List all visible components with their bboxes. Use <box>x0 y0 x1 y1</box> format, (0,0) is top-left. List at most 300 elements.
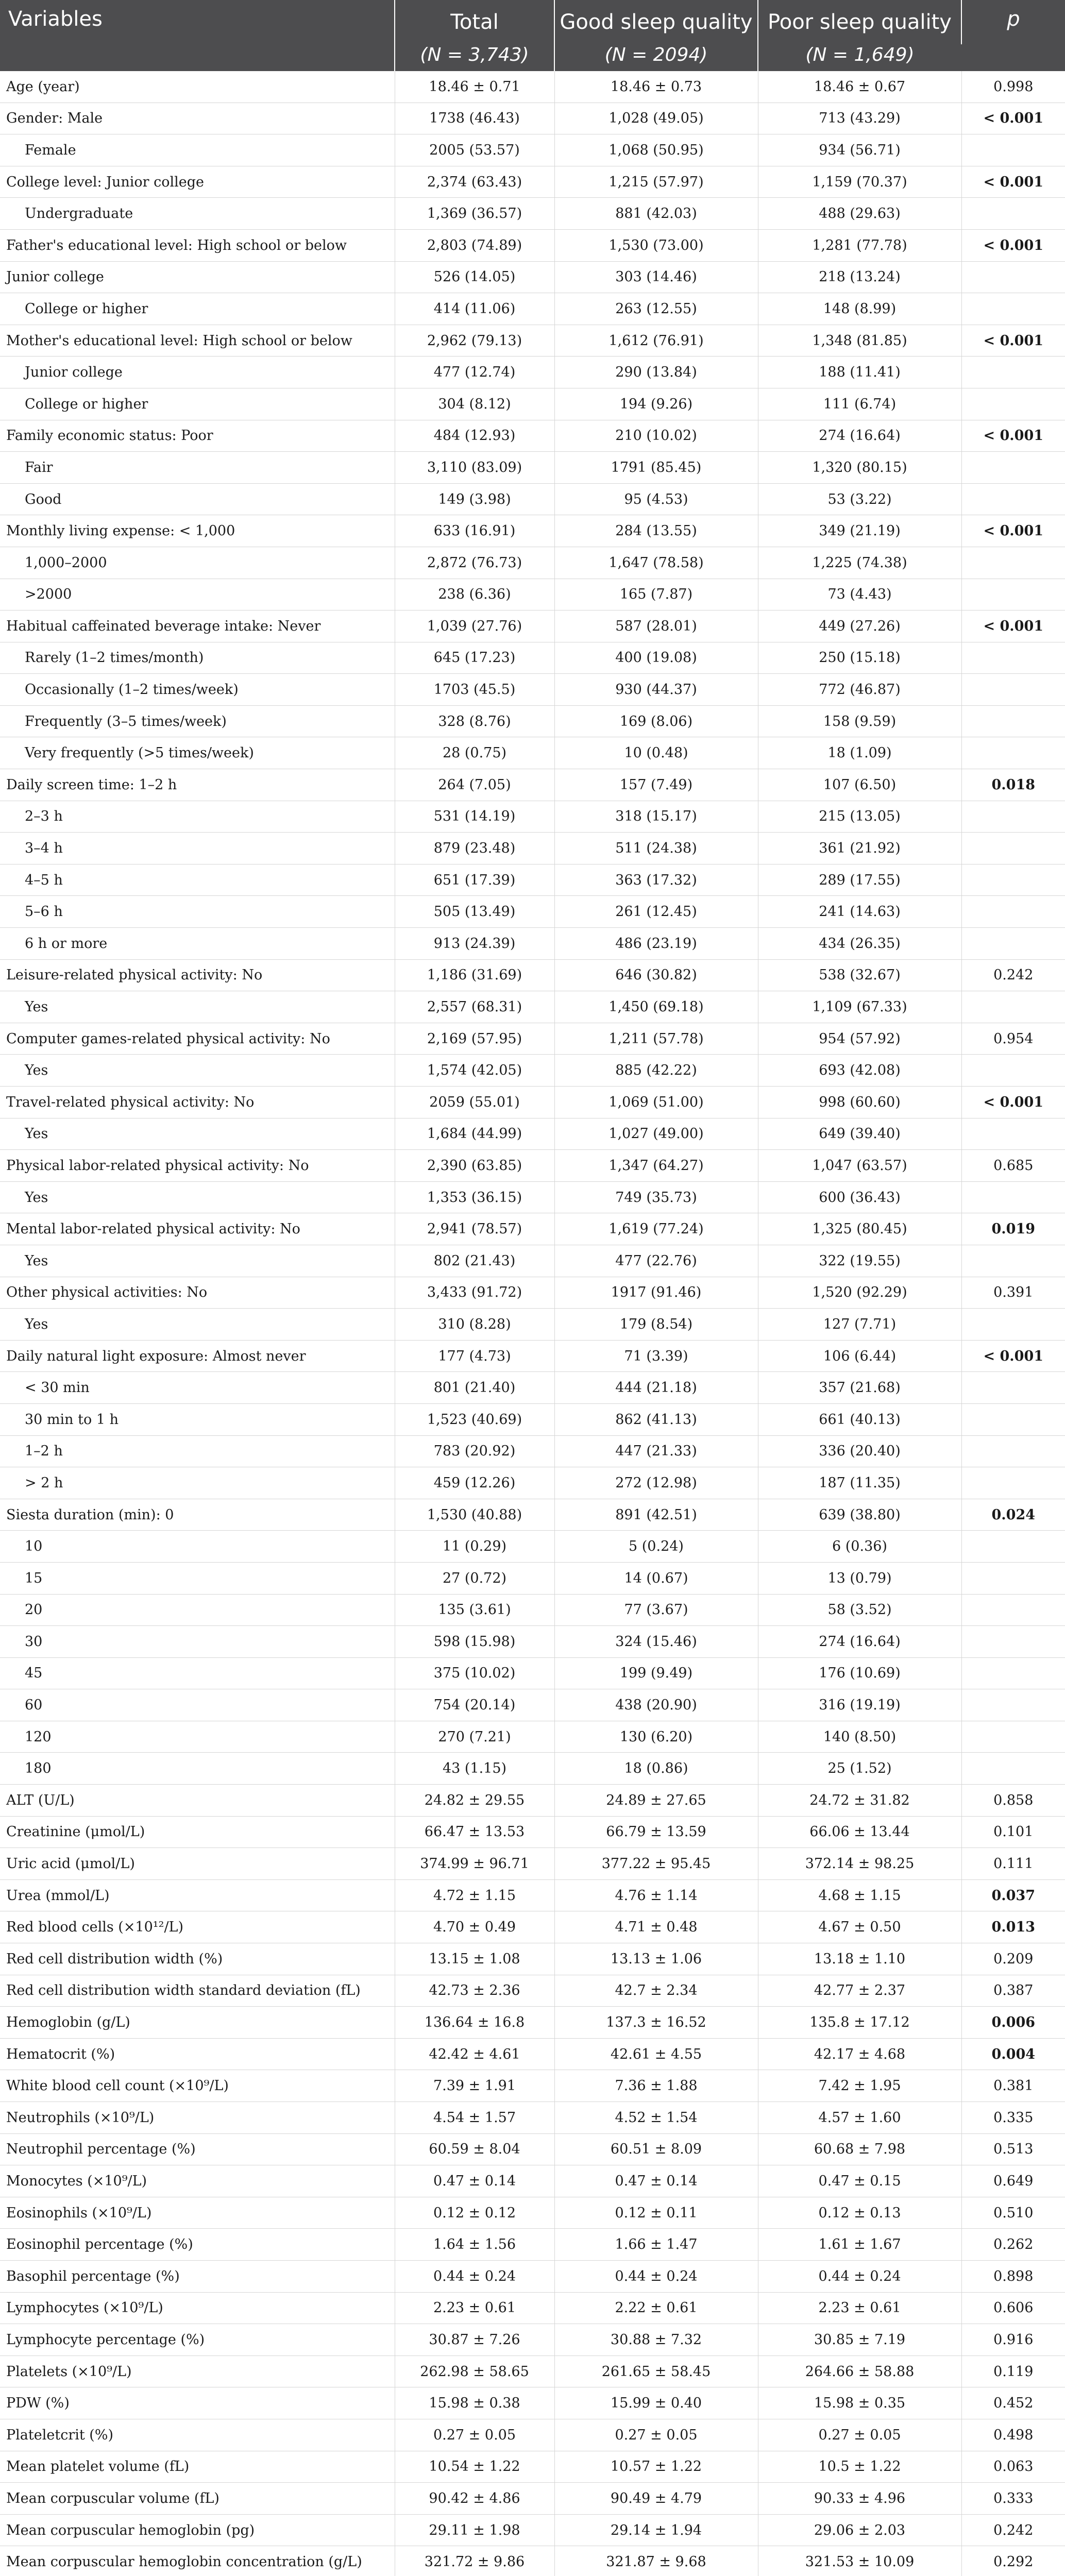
poor-sleep-cell: 24.72 ± 31.82 <box>758 1785 961 1817</box>
table-row <box>0 2387 1065 2419</box>
variable-cell: < 30 min <box>0 1372 395 1404</box>
total-cell: 754 (20.14) <box>395 1689 554 1721</box>
p-value-cell: 0.101 <box>961 1816 1065 1848</box>
good-sleep-cell: 881 (42.03) <box>554 198 758 230</box>
total-cell: 321.72 ± 9.86 <box>395 2546 554 2576</box>
variable-cell: Urea (mmol/L) <box>0 1879 395 1911</box>
total-cell: 177 (4.73) <box>395 1340 554 1372</box>
total-cell: 29.11 ± 1.98 <box>395 2514 554 2546</box>
poor-sleep-cell: 772 (46.87) <box>758 674 961 706</box>
variable-cell: Mean corpuscular volume (fL) <box>0 2483 395 2515</box>
table-header <box>0 0 1065 71</box>
good-sleep-cell: 284 (13.55) <box>554 515 758 547</box>
poor-sleep-cell: 148 (8.99) <box>758 293 961 325</box>
variable-cell: 120 <box>0 1721 395 1753</box>
poor-sleep-cell: 4.67 ± 0.50 <box>758 1911 961 1943</box>
total-cell: 7.39 ± 1.91 <box>395 2070 554 2102</box>
table-row <box>0 1848 1065 1880</box>
poor-sleep-cell: 538 (32.67) <box>758 959 961 991</box>
p-value-cell <box>961 991 1065 1023</box>
good-sleep-cell: 511 (24.38) <box>554 833 758 865</box>
poor-sleep-cell: 73 (4.43) <box>758 579 961 611</box>
good-sleep-cell: 1,068 (50.95) <box>554 134 758 166</box>
table-row <box>0 864 1065 896</box>
p-value-cell: 0.006 <box>961 2007 1065 2039</box>
table-row <box>0 2355 1065 2387</box>
good-sleep-cell: 587 (28.01) <box>554 611 758 642</box>
p-value-cell <box>961 293 1065 325</box>
variable-cell: Yes <box>0 991 395 1023</box>
good-sleep-cell: 444 (21.18) <box>554 1372 758 1404</box>
table-row <box>0 833 1065 865</box>
p-value-cell <box>961 674 1065 706</box>
p-value-cell <box>961 547 1065 579</box>
p-value-cell: 0.898 <box>961 2260 1065 2292</box>
table-row <box>0 928 1065 960</box>
variable-cell: Yes <box>0 1055 395 1087</box>
p-value-cell <box>961 261 1065 293</box>
poor-sleep-cell: 127 (7.71) <box>758 1309 961 1341</box>
p-value-cell <box>961 737 1065 769</box>
table-row <box>0 103 1065 134</box>
good-sleep-cell: 891 (42.51) <box>554 1499 758 1531</box>
table-row <box>0 1309 1065 1341</box>
poor-sleep-cell: 321.53 ± 10.09 <box>758 2546 961 2576</box>
p-value-cell: 0.513 <box>961 2133 1065 2165</box>
table-row <box>0 1023 1065 1055</box>
total-cell: 913 (24.39) <box>395 928 554 960</box>
poor-sleep-cell: 29.06 ± 2.03 <box>758 2514 961 2546</box>
good-sleep-cell: 261 (12.45) <box>554 896 758 928</box>
good-sleep-cell: 0.44 ± 0.24 <box>554 2260 758 2292</box>
poor-sleep-cell: 661 (40.13) <box>758 1403 961 1435</box>
p-value-cell: 0.387 <box>961 1975 1065 2007</box>
good-sleep-cell: 363 (17.32) <box>554 864 758 896</box>
p-value-cell: 0.209 <box>961 1943 1065 1975</box>
table-row <box>0 1943 1065 1975</box>
variable-cell: Eosinophils (×10⁹/L) <box>0 2197 395 2229</box>
good-sleep-cell: 749 (35.73) <box>554 1181 758 1213</box>
table-row <box>0 452 1065 484</box>
table-row <box>0 1181 1065 1213</box>
poor-sleep-cell: 274 (16.64) <box>758 420 961 452</box>
p-value-cell <box>961 1531 1065 1563</box>
poor-sleep-cell: 1,325 (80.45) <box>758 1213 961 1245</box>
variable-cell: Mental labor-related physical activity: No <box>0 1213 395 1245</box>
good-sleep-cell: 210 (10.02) <box>554 420 758 452</box>
total-cell: 10.54 ± 1.22 <box>395 2451 554 2483</box>
p-value-cell: < 0.001 <box>961 1087 1065 1118</box>
total-cell: 484 (12.93) <box>395 420 554 452</box>
variable-cell: PDW (%) <box>0 2387 395 2419</box>
poor-sleep-cell: 58 (3.52) <box>758 1594 961 1626</box>
table-row <box>0 2260 1065 2292</box>
p-value-cell <box>961 1626 1065 1658</box>
good-sleep-cell: 646 (30.82) <box>554 959 758 991</box>
total-cell: 0.12 ± 0.12 <box>395 2197 554 2229</box>
table-row <box>0 1213 1065 1245</box>
table-row <box>0 1721 1065 1753</box>
total-cell: 136.64 ± 16.8 <box>395 2007 554 2039</box>
poor-sleep-cell: 25 (1.52) <box>758 1753 961 1785</box>
p-value-cell: < 0.001 <box>961 420 1065 452</box>
total-cell: 2,374 (63.43) <box>395 166 554 198</box>
poor-sleep-cell: 0.47 ± 0.15 <box>758 2165 961 2197</box>
p-value-cell <box>961 1181 1065 1213</box>
total-cell: 90.42 ± 4.86 <box>395 2483 554 2515</box>
p-value-cell: 0.242 <box>961 2514 1065 2546</box>
variable-cell: Very frequently (>5 times/week) <box>0 737 395 769</box>
poor-sleep-cell: 357 (21.68) <box>758 1372 961 1404</box>
table-row <box>0 1689 1065 1721</box>
total-cell: 0.47 ± 0.14 <box>395 2165 554 2197</box>
variable-cell: 15 <box>0 1562 395 1594</box>
good-sleep-cell: 1,211 (57.78) <box>554 1023 758 1055</box>
variable-cell: > 2 h <box>0 1467 395 1499</box>
header-variables: Variables <box>0 0 395 71</box>
good-sleep-cell: 377.22 ± 95.45 <box>554 1848 758 1880</box>
total-cell: 264 (7.05) <box>395 769 554 801</box>
table-row <box>0 2038 1065 2070</box>
variable-cell: Yes <box>0 1181 395 1213</box>
poor-sleep-cell: 140 (8.50) <box>758 1721 961 1753</box>
total-cell: 0.44 ± 0.24 <box>395 2260 554 2292</box>
total-cell: 2,872 (76.73) <box>395 547 554 579</box>
variable-cell: 5–6 h <box>0 896 395 928</box>
p-value-cell <box>961 134 1065 166</box>
header-poor-sleep: Poor sleep quality <box>758 0 961 44</box>
variable-cell: Gender: Male <box>0 103 395 134</box>
table-row <box>0 261 1065 293</box>
table-row <box>0 134 1065 166</box>
good-sleep-cell: 15.99 ± 0.40 <box>554 2387 758 2419</box>
table-row <box>0 2133 1065 2165</box>
total-cell: 505 (13.49) <box>395 896 554 928</box>
good-sleep-cell: 77 (3.67) <box>554 1594 758 1626</box>
variable-cell: Creatinine (μmol/L) <box>0 1816 395 1848</box>
total-cell: 879 (23.48) <box>395 833 554 865</box>
variable-cell: Family economic status: Poor <box>0 420 395 452</box>
total-cell: 801 (21.40) <box>395 1372 554 1404</box>
table-row <box>0 1911 1065 1943</box>
variable-cell: 10 <box>0 1531 395 1563</box>
p-value-cell: 0.510 <box>961 2197 1065 2229</box>
variable-cell: Lymphocytes (×10⁹/L) <box>0 2292 395 2324</box>
good-sleep-cell: 60.51 ± 8.09 <box>554 2133 758 2165</box>
total-cell: 304 (8.12) <box>395 388 554 420</box>
table-row <box>0 1975 1065 2007</box>
variable-cell: College level: Junior college <box>0 166 395 198</box>
p-value-cell <box>961 1309 1065 1341</box>
good-sleep-cell: 157 (7.49) <box>554 769 758 801</box>
total-cell: 18.46 ± 0.71 <box>395 71 554 103</box>
p-value-cell <box>961 705 1065 737</box>
poor-sleep-cell: 60.68 ± 7.98 <box>758 2133 961 2165</box>
p-value-cell: 0.452 <box>961 2387 1065 2419</box>
table-row <box>0 1467 1065 1499</box>
poor-sleep-cell: 349 (21.19) <box>758 515 961 547</box>
p-value-cell <box>961 864 1065 896</box>
table-row <box>0 293 1065 325</box>
total-cell: 30.87 ± 7.26 <box>395 2324 554 2356</box>
total-cell: 0.27 ± 0.05 <box>395 2419 554 2451</box>
total-cell: 1703 (45.5) <box>395 674 554 706</box>
poor-sleep-cell: 1,281 (77.78) <box>758 229 961 261</box>
p-value-cell: 0.292 <box>961 2546 1065 2576</box>
good-sleep-cell: 0.27 ± 0.05 <box>554 2419 758 2451</box>
p-value-cell: 0.063 <box>961 2451 1065 2483</box>
variable-cell: Eosinophil percentage (%) <box>0 2229 395 2261</box>
p-value-cell: 0.606 <box>961 2292 1065 2324</box>
variable-cell: Yes <box>0 1118 395 1150</box>
good-sleep-cell: 199 (9.49) <box>554 1657 758 1689</box>
table-row <box>0 357 1065 388</box>
variable-cell: Mean platelet volume (fL) <box>0 2451 395 2483</box>
p-value-cell <box>961 357 1065 388</box>
good-sleep-cell: 24.89 ± 27.65 <box>554 1785 758 1817</box>
poor-sleep-cell: 336 (20.40) <box>758 1435 961 1467</box>
total-cell: 783 (20.92) <box>395 1435 554 1467</box>
poor-sleep-cell: 449 (27.26) <box>758 611 961 642</box>
total-cell: 1,530 (40.88) <box>395 1499 554 1531</box>
total-cell: 598 (15.98) <box>395 1626 554 1658</box>
table-row <box>0 991 1065 1023</box>
poor-sleep-cell: 111 (6.74) <box>758 388 961 420</box>
variable-cell: Neutrophil percentage (%) <box>0 2133 395 2165</box>
poor-sleep-cell: 434 (26.35) <box>758 928 961 960</box>
p-value-cell: 0.381 <box>961 2070 1065 2102</box>
p-value-cell: 0.333 <box>961 2483 1065 2515</box>
total-cell: 802 (21.43) <box>395 1245 554 1277</box>
good-sleep-cell: 1,619 (77.24) <box>554 1213 758 1245</box>
variable-cell: Father's educational level: High school or below <box>0 229 395 261</box>
good-sleep-cell: 42.7 ± 2.34 <box>554 1975 758 2007</box>
p-value-cell: 0.018 <box>961 769 1065 801</box>
poor-sleep-cell: 107 (6.50) <box>758 769 961 801</box>
total-cell: 2,962 (79.13) <box>395 325 554 357</box>
table-row <box>0 2070 1065 2102</box>
good-sleep-cell: 194 (9.26) <box>554 388 758 420</box>
variable-cell: Uric acid (μmol/L) <box>0 1848 395 1880</box>
total-cell: 238 (6.36) <box>395 579 554 611</box>
total-cell: 645 (17.23) <box>395 642 554 674</box>
good-sleep-cell: 14 (0.67) <box>554 1562 758 1594</box>
table-row <box>0 1657 1065 1689</box>
good-sleep-cell: 1,028 (49.05) <box>554 103 758 134</box>
table-row <box>0 1816 1065 1848</box>
total-cell: 1,684 (44.99) <box>395 1118 554 1150</box>
p-value-cell <box>961 1403 1065 1435</box>
p-value-cell <box>961 1594 1065 1626</box>
poor-sleep-cell: 322 (19.55) <box>758 1245 961 1277</box>
good-sleep-cell: 400 (19.08) <box>554 642 758 674</box>
p-value-cell: < 0.001 <box>961 166 1065 198</box>
poor-sleep-cell: 934 (56.71) <box>758 134 961 166</box>
table-row <box>0 198 1065 230</box>
table-row <box>0 2292 1065 2324</box>
good-sleep-cell: 179 (8.54) <box>554 1309 758 1341</box>
table-row <box>0 579 1065 611</box>
total-cell: 149 (3.98) <box>395 483 554 515</box>
good-sleep-cell: 30.88 ± 7.32 <box>554 2324 758 2356</box>
total-cell: 4.54 ± 1.57 <box>395 2102 554 2134</box>
total-cell: 374.99 ± 96.71 <box>395 1848 554 1880</box>
total-cell: 2005 (53.57) <box>395 134 554 166</box>
good-sleep-cell: 486 (23.19) <box>554 928 758 960</box>
variable-cell: Daily natural light exposure: Almost never <box>0 1340 395 1372</box>
variable-cell: 30 min to 1 h <box>0 1403 395 1435</box>
variable-cell: Junior college <box>0 261 395 293</box>
poor-sleep-cell: 289 (17.55) <box>758 864 961 896</box>
table-row <box>0 388 1065 420</box>
variable-cell: 4–5 h <box>0 864 395 896</box>
table-row <box>0 2451 1065 2483</box>
total-cell: 135 (3.61) <box>395 1594 554 1626</box>
good-sleep-cell: 862 (41.13) <box>554 1403 758 1435</box>
p-value-cell: 0.013 <box>961 1911 1065 1943</box>
poor-sleep-cell: 1,225 (74.38) <box>758 547 961 579</box>
good-sleep-cell: 1,069 (51.00) <box>554 1087 758 1118</box>
p-value-cell: 0.024 <box>961 1499 1065 1531</box>
good-sleep-cell: 7.36 ± 1.88 <box>554 2070 758 2102</box>
p-value-cell <box>961 452 1065 484</box>
total-cell: 2,557 (68.31) <box>395 991 554 1023</box>
variable-cell: 1–2 h <box>0 1435 395 1467</box>
table-row <box>0 674 1065 706</box>
poor-sleep-cell: 215 (13.05) <box>758 801 961 833</box>
variable-cell: College or higher <box>0 388 395 420</box>
poor-sleep-cell: 1,109 (67.33) <box>758 991 961 1023</box>
total-cell: 1,523 (40.69) <box>395 1403 554 1435</box>
variable-cell: 20 <box>0 1594 395 1626</box>
p-value-cell: 0.649 <box>961 2165 1065 2197</box>
variable-cell: White blood cell count (×10⁹/L) <box>0 2070 395 2102</box>
variable-cell: Travel-related physical activity: No <box>0 1087 395 1118</box>
poor-sleep-cell: 176 (10.69) <box>758 1657 961 1689</box>
variable-cell: 3–4 h <box>0 833 395 865</box>
poor-sleep-cell: 188 (11.41) <box>758 357 961 388</box>
table-row <box>0 1055 1065 1087</box>
variable-cell: Lymphocyte percentage (%) <box>0 2324 395 2356</box>
p-value-cell <box>961 1118 1065 1150</box>
poor-sleep-cell: 53 (3.22) <box>758 483 961 515</box>
p-value-cell <box>961 1689 1065 1721</box>
poor-sleep-cell: 998 (60.60) <box>758 1087 961 1118</box>
poor-sleep-cell: 639 (38.80) <box>758 1499 961 1531</box>
poor-sleep-cell: 1,320 (80.15) <box>758 452 961 484</box>
total-cell: 270 (7.21) <box>395 1721 554 1753</box>
p-value-cell: 0.391 <box>961 1277 1065 1309</box>
good-sleep-cell: 10 (0.48) <box>554 737 758 769</box>
poor-sleep-cell: 600 (36.43) <box>758 1181 961 1213</box>
p-value-cell <box>961 1753 1065 1785</box>
total-cell: 4.72 ± 1.15 <box>395 1879 554 1911</box>
header-total-n: (N = 3,743) <box>395 44 554 71</box>
p-value-cell <box>961 1721 1065 1753</box>
poor-sleep-cell: 158 (9.59) <box>758 705 961 737</box>
total-cell: 1,039 (27.76) <box>395 611 554 642</box>
p-value-cell: < 0.001 <box>961 515 1065 547</box>
variable-cell: Good <box>0 483 395 515</box>
p-value-cell <box>961 388 1065 420</box>
p-value-cell: < 0.001 <box>961 229 1065 261</box>
total-cell: 24.82 ± 29.55 <box>395 1785 554 1817</box>
good-sleep-cell: 272 (12.98) <box>554 1467 758 1499</box>
good-sleep-cell: 447 (21.33) <box>554 1435 758 1467</box>
poor-sleep-cell: 13 (0.79) <box>758 1562 961 1594</box>
poor-sleep-cell: 316 (19.19) <box>758 1689 961 1721</box>
total-cell: 1,369 (36.57) <box>395 198 554 230</box>
poor-sleep-cell: 6 (0.36) <box>758 1531 961 1563</box>
p-value-cell <box>961 1467 1065 1499</box>
p-value-cell: 0.037 <box>961 1879 1065 1911</box>
p-value-cell <box>961 198 1065 230</box>
total-cell: 3,110 (83.09) <box>395 452 554 484</box>
good-sleep-cell: 4.76 ± 1.14 <box>554 1879 758 1911</box>
p-value-cell <box>961 896 1065 928</box>
table-row <box>0 325 1065 357</box>
poor-sleep-cell: 2.23 ± 0.61 <box>758 2292 961 2324</box>
variable-cell: Mother's educational level: High school or below <box>0 325 395 357</box>
poor-sleep-cell: 4.57 ± 1.60 <box>758 2102 961 2134</box>
table-row <box>0 1499 1065 1531</box>
table-row <box>0 1372 1065 1404</box>
total-cell: 1738 (46.43) <box>395 103 554 134</box>
p-value-cell <box>961 483 1065 515</box>
variable-cell: Neutrophils (×10⁹/L) <box>0 2102 395 2134</box>
p-value-cell: 0.004 <box>961 2038 1065 2070</box>
total-cell: 651 (17.39) <box>395 864 554 896</box>
table-row <box>0 420 1065 452</box>
p-value-cell <box>961 801 1065 833</box>
variable-cell: Red cell distribution width standard deviation (fL) <box>0 1975 395 2007</box>
variable-cell: Red blood cells (×10¹²/L) <box>0 1911 395 1943</box>
total-cell: 1.64 ± 1.56 <box>395 2229 554 2261</box>
variable-cell: Fair <box>0 452 395 484</box>
table-row <box>0 1531 1065 1563</box>
poor-sleep-cell: 10.5 ± 1.22 <box>758 2451 961 2483</box>
header-poor-sleep-n: (N = 1,649) <box>758 44 961 71</box>
good-sleep-cell: 169 (8.06) <box>554 705 758 737</box>
poor-sleep-cell: 1.61 ± 1.67 <box>758 2229 961 2261</box>
total-cell: 375 (10.02) <box>395 1657 554 1689</box>
table-row <box>0 1785 1065 1817</box>
total-cell: 328 (8.76) <box>395 705 554 737</box>
variable-cell: Female <box>0 134 395 166</box>
good-sleep-cell: 477 (22.76) <box>554 1245 758 1277</box>
table-row <box>0 896 1065 928</box>
poor-sleep-cell: 274 (16.64) <box>758 1626 961 1658</box>
good-sleep-cell: 29.14 ± 1.94 <box>554 2514 758 2546</box>
table-row <box>0 2419 1065 2451</box>
good-sleep-cell: 18.46 ± 0.73 <box>554 71 758 103</box>
table-row <box>0 1562 1065 1594</box>
poor-sleep-cell: 372.14 ± 98.25 <box>758 1848 961 1880</box>
good-sleep-cell: 2.22 ± 0.61 <box>554 2292 758 2324</box>
good-sleep-cell: 930 (44.37) <box>554 674 758 706</box>
good-sleep-cell: 4.52 ± 1.54 <box>554 2102 758 2134</box>
table-row <box>0 2546 1065 2576</box>
variable-cell: 60 <box>0 1689 395 1721</box>
p-value-cell: 0.685 <box>961 1150 1065 1182</box>
good-sleep-cell: 137.3 ± 16.52 <box>554 2007 758 2039</box>
poor-sleep-cell: 42.17 ± 4.68 <box>758 2038 961 2070</box>
variable-cell: Age (year) <box>0 71 395 103</box>
good-sleep-cell: 1,612 (76.91) <box>554 325 758 357</box>
variable-cell: Computer games-related physical activity: No <box>0 1023 395 1055</box>
table-row <box>0 1879 1065 1911</box>
table-row <box>0 1118 1065 1150</box>
